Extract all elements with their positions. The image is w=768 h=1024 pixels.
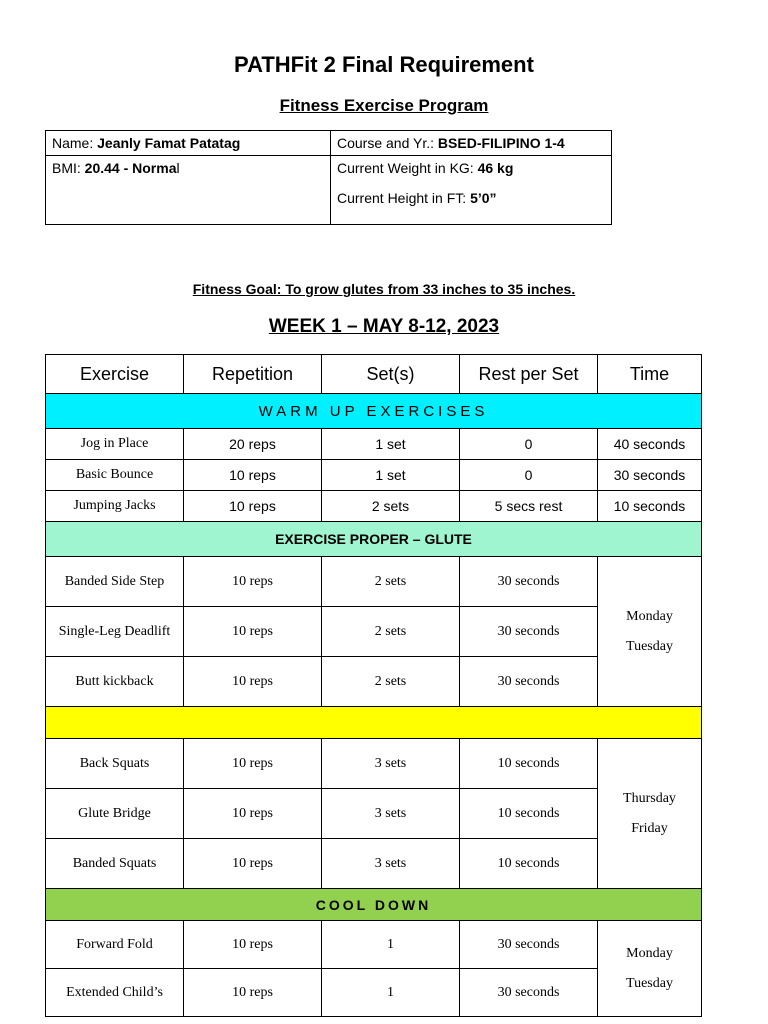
repetition-cell: 10 reps (184, 839, 322, 889)
repetition-cell: 20 reps (184, 429, 322, 460)
days-cell (598, 921, 702, 1017)
name-label: Name: (52, 135, 98, 151)
header-row (46, 355, 702, 394)
rest-cell: 0 (460, 460, 598, 491)
exercise-cell: Forward Fold (46, 921, 184, 969)
weight-label: Current Weight in KG: (337, 160, 478, 176)
sets-cell: 3 sets (322, 739, 460, 789)
time-cell: 40 seconds (598, 429, 702, 460)
exercise-cell: Banded Side Step (46, 557, 184, 607)
bmi-tail: l (176, 160, 180, 176)
exercise-cell: Butt kickback (46, 657, 184, 707)
table-row (46, 921, 702, 969)
repetition-cell: 10 reps (184, 739, 322, 789)
exercise-cell: Single-Leg Deadlift (46, 607, 184, 657)
exercise-cell: Extended Child’s (46, 969, 184, 1017)
exercise-cell: Banded Squats (46, 839, 184, 889)
name-cell (46, 131, 331, 156)
course-value: BSED-FILIPINO 1-4 (437, 135, 565, 151)
day-label: Friday (631, 820, 668, 836)
rest-cell: 30 seconds (460, 969, 598, 1017)
sets-cell: 3 sets (322, 789, 460, 839)
repetition-cell: 10 reps (184, 491, 322, 522)
rest-cell: 10 seconds (460, 789, 598, 839)
page-title: PATHFit 2 Final Requirement (234, 52, 534, 77)
column-header: Repetition (184, 355, 322, 394)
weight-value: 46 kg (477, 160, 514, 176)
table-row (46, 460, 702, 491)
page-subtitle: Fitness Exercise Program (279, 96, 489, 115)
course-cell (331, 131, 612, 156)
height-value: 5’0” (470, 190, 497, 206)
sets-cell: 2 sets (322, 607, 460, 657)
table-row (46, 739, 702, 789)
column-header: Set(s) (322, 355, 460, 394)
day-label: Monday (626, 945, 673, 961)
repetition-cell: 10 reps (184, 969, 322, 1017)
cooldown-heading: COOL DOWN (46, 889, 702, 921)
repetition-cell: 10 reps (184, 607, 322, 657)
days-cell (598, 557, 702, 707)
rest-cell: 30 seconds (460, 921, 598, 969)
day-label: Tuesday (626, 638, 673, 654)
repetition-cell: 10 reps (184, 557, 322, 607)
exercise-cell: Jog in Place (46, 429, 184, 460)
day-label: Tuesday (626, 975, 673, 991)
column-header: Time (598, 355, 702, 394)
height-label: Current Height in FT: (337, 190, 471, 206)
exercise-program-table (45, 354, 702, 1017)
second-section-band (46, 707, 702, 739)
sets-cell: 1 (322, 969, 460, 1017)
bmi-value: 20.44 - Norma (84, 160, 177, 176)
exercise-proper-heading: EXERCISE PROPER – GLUTE (46, 522, 702, 557)
exercise-cell: Jumping Jacks (46, 491, 184, 522)
column-header: Exercise (46, 355, 184, 394)
rest-cell: 0 (460, 429, 598, 460)
fitness-goal: Fitness Goal: To grow glutes from 33 inches to 35 inches. (192, 281, 576, 297)
table-row (46, 491, 702, 522)
sets-cell: 1 set (322, 460, 460, 491)
measurements-cell (331, 156, 612, 225)
student-info-table (45, 130, 612, 225)
sets-cell: 2 sets (322, 657, 460, 707)
table-row (46, 429, 702, 460)
week-heading: WEEK 1 – MAY 8-12, 2023 (268, 316, 500, 337)
course-label: Course and Yr.: (337, 135, 438, 151)
rest-cell: 30 seconds (460, 657, 598, 707)
sets-cell: 2 sets (322, 491, 460, 522)
day-label: Thursday (623, 790, 676, 806)
rest-cell: 10 seconds (460, 739, 598, 789)
name-value: Jeanly Famat Patatag (97, 135, 241, 151)
time-cell: 30 seconds (598, 460, 702, 491)
day-label: Monday (626, 608, 673, 624)
bmi-cell (46, 156, 331, 225)
repetition-cell: 10 reps (184, 460, 322, 491)
weight-line (337, 160, 605, 176)
sets-cell: 1 (322, 921, 460, 969)
rest-cell: 5 secs rest (460, 491, 598, 522)
days-cell (598, 739, 702, 889)
sets-cell: 1 set (322, 429, 460, 460)
table-row (46, 557, 702, 607)
column-header: Rest per Set (460, 355, 598, 394)
rest-cell: 30 seconds (460, 557, 598, 607)
bmi-label: BMI: (52, 160, 85, 176)
rest-cell: 10 seconds (460, 839, 598, 889)
exercise-cell: Glute Bridge (46, 789, 184, 839)
sets-cell: 2 sets (322, 557, 460, 607)
rest-cell: 30 seconds (460, 607, 598, 657)
time-cell: 10 seconds (598, 491, 702, 522)
repetition-cell: 10 reps (184, 657, 322, 707)
warmup-heading: WARM UP EXERCISES (46, 394, 702, 429)
height-line (337, 190, 605, 206)
repetition-cell: 10 reps (184, 789, 322, 839)
sets-cell: 3 sets (322, 839, 460, 889)
repetition-cell: 10 reps (184, 921, 322, 969)
exercise-cell: Back Squats (46, 739, 184, 789)
exercise-cell: Basic Bounce (46, 460, 184, 491)
